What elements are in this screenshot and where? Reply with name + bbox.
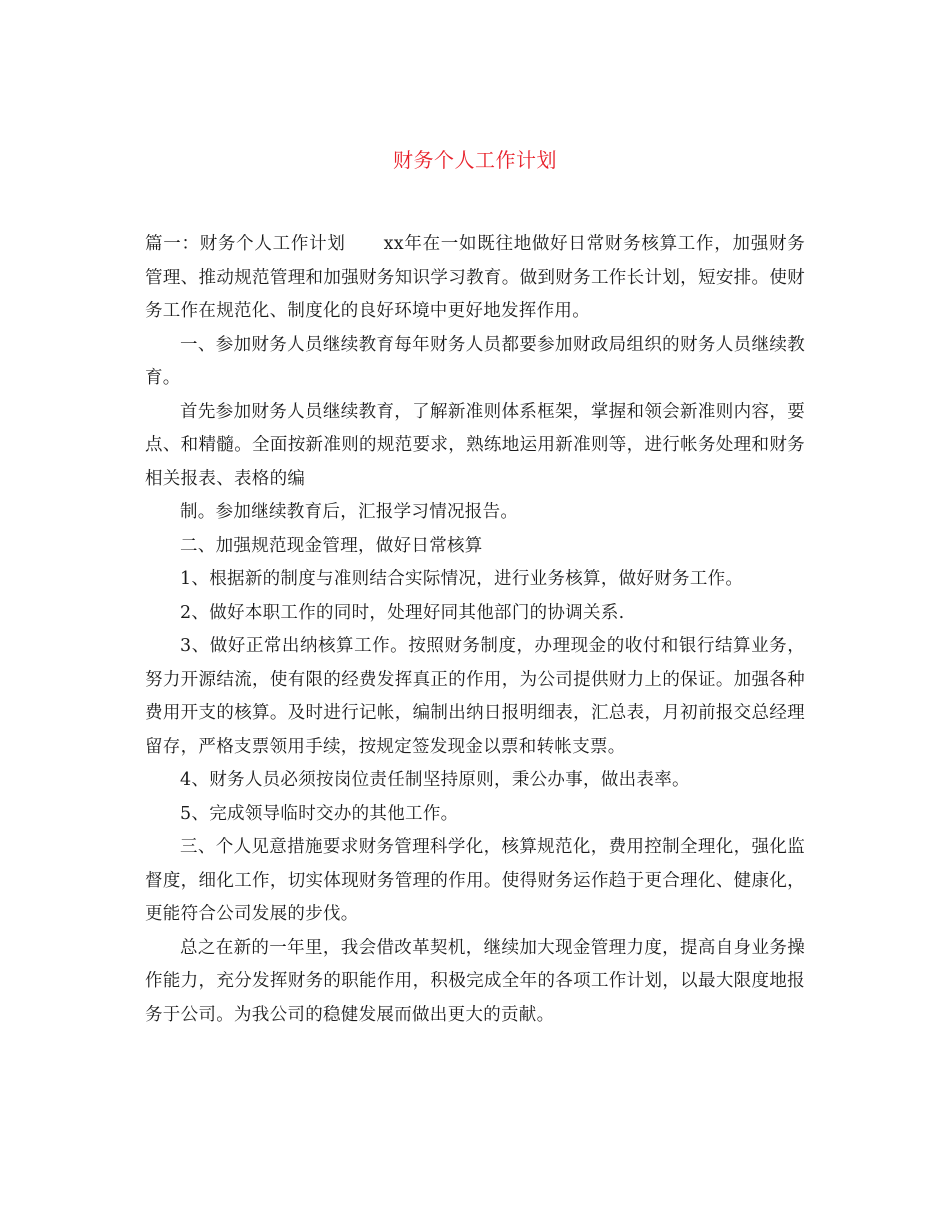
paragraph-2: 首先参加财务人员继续教育，了解新准则体系框架，掌握和领会新准则内容，要点、和精髓。全面按新准则的规范要求，熟练地运用新准则等，进行帐务处理和财务相关报表、表格的编	[145, 401, 805, 489]
paragraph-1: 一、参加财务人员继续教育每年财务人员都要参加财政局组织的财务人员继续教育。	[145, 334, 805, 388]
paragraph-4: 二、加强规范现金管理，做好日常核算	[180, 535, 483, 556]
paragraph-8: 4、财务人员必须按岗位责任制坚持原则，秉公办事，做出表率。	[180, 770, 690, 790]
document-title: 财务个人工作计划	[393, 148, 557, 172]
intro-paragraph	[145, 228, 805, 329]
paragraph-10: 三、个人见意措施要求财务管理科学化，核算规范化，费用控制全理化，强化监督度，细化工作，切实体现财务管理的作用。使得财务运作趋于更合理化、健康化，更能符合公司发展的步伐。	[145, 837, 805, 924]
intro-label: 篇一：财务个人工作计划	[145, 234, 346, 254]
paragraph-11: 总之在新的一年里，我会借改革契机，继续加大现金管理力度，提高自身业务操作能力，充分发挥财务的职能作用，积极完成全年的各项工作计划，以最大限度地报务于公司。为我公司的稳健发展而做出更大的贡献。	[145, 937, 805, 1025]
paragraph-9: 5、完成领导临时交办的其他工作。	[180, 803, 459, 824]
paragraph-6: 2、做好本职工作的同时，处理好同其他部门的协调关系.	[180, 602, 625, 623]
paragraph-3: 制。参加继续教育后，汇报学习情况报告。	[180, 502, 519, 522]
intro-text: xx年在一如既往地做好日常财务核算工作，加强财务管理、推动规范管理和加强财务知识学习教育。做到财务工作长计划，短安排。使财务工作在规范化、制度化的良好环境中更好地发挥作用。	[145, 234, 805, 321]
paragraph-7: 3、做好正常出纳核算工作。按照财务制度，办理现金的收付和银行结算业务，努力开源结流，使有限的经费发挥真正的作用，为公司提供财力上的保证。加强各种费用开支的核算。及时进行记帐，编制出纳日报明细表，汇总表，月初前报交总经理留存，严格支票领用手续，按规定签发现金以票和转帐支票。	[145, 636, 805, 757]
paragraph-5: 1、根据新的制度与准则结合实际情况，进行业务核算，做好财务工作。	[180, 569, 744, 589]
document-body	[145, 228, 805, 1032]
